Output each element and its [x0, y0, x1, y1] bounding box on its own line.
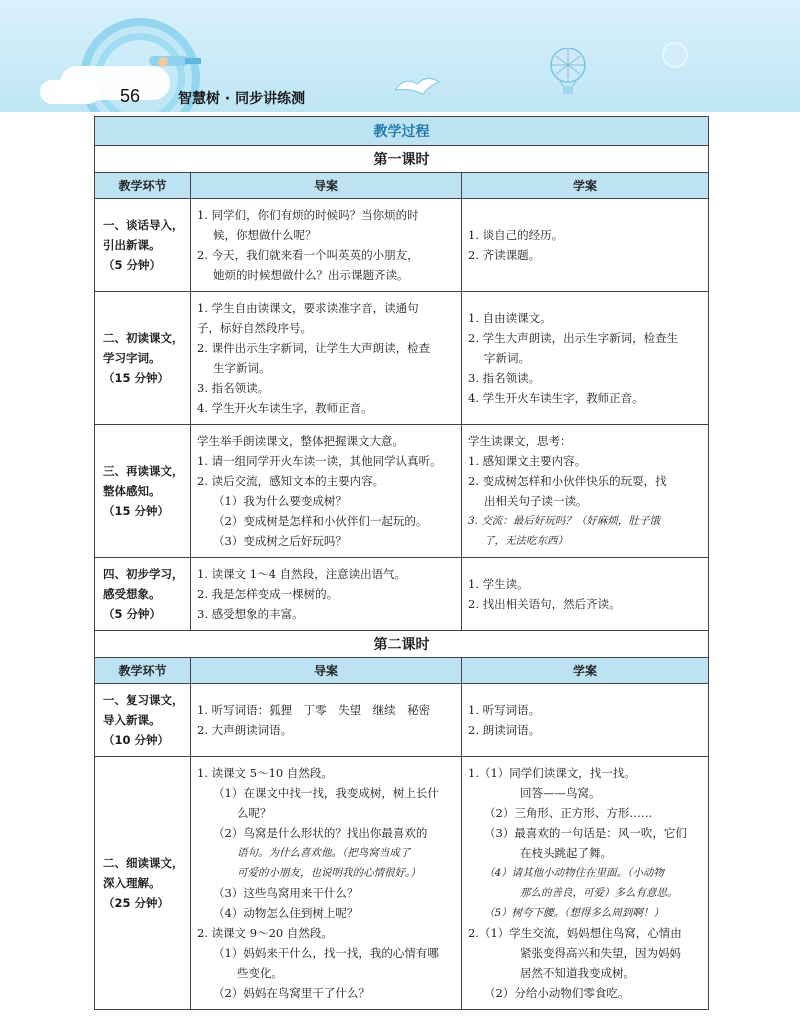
guide-cell — [191, 684, 462, 757]
table-row — [95, 558, 709, 631]
guide-line: 1. 同学们，你们有烦的时候吗？当你烦的时 — [197, 208, 419, 222]
guide-line: （4）动物怎么住到树上呢？ — [213, 906, 359, 920]
study-line: （5）树夸下腰。（想得多么周到啊！） — [484, 907, 664, 919]
stage-line: 感受想象。 — [103, 587, 161, 601]
study-line: 1. 听写词语。 — [468, 703, 541, 717]
study-line: 字新词。 — [484, 351, 530, 365]
lesson-plan-table — [94, 116, 709, 1010]
column-header: 导案 — [191, 173, 462, 199]
hot-air-balloon-illustration — [548, 48, 588, 96]
guide-line: （2）鸟窝是什么形状的？找出你最喜欢的 — [213, 826, 428, 840]
table-row — [95, 199, 709, 292]
study-line: 2. 学生大声朗读，出示生字新词，检查生 — [468, 331, 679, 345]
guide-cell — [191, 425, 462, 558]
sun-illustration — [662, 42, 688, 68]
stage-cell — [95, 292, 191, 425]
guide-cell — [191, 292, 462, 425]
study-line: 3. 指名领读。 — [468, 371, 541, 385]
kite-illustration — [145, 50, 205, 72]
study-cell — [462, 292, 709, 425]
guide-line: 2. 今天，我们就来看一个叫英英的小朋友， — [197, 248, 419, 262]
guide-line: 候，你想做什么呢？ — [213, 228, 317, 242]
table-row — [95, 684, 709, 757]
guide-line: 2. 课件出示生字新词，让学生大声朗读，检查 — [197, 341, 431, 355]
study-line: 2. 找出相关语句，然后齐读。 — [468, 597, 621, 611]
cloud-illustration — [40, 80, 100, 104]
guide-line: 1. 请一组同学开火车读一读，其他同学认真听。 — [197, 454, 442, 468]
guide-line: 2. 大声朗读词语。 — [197, 723, 293, 737]
guide-line: （1）我为什么要变成树？ — [213, 494, 347, 508]
column-header: 导案 — [191, 658, 462, 684]
stage-line: （5 分钟） — [103, 607, 162, 621]
guide-line: （3）变成树之后好玩吗？ — [213, 534, 347, 548]
stage-line: 导入新课。 — [103, 713, 161, 727]
guide-line: 语句。为什么喜欢他。（把鸟窝当成了 — [237, 847, 411, 859]
guide-line: 2. 读后交流，感知文本的主要内容。 — [197, 474, 385, 488]
stage-line: 一、复习课文， — [103, 693, 184, 707]
study-line: 1. 自由读课文。 — [468, 311, 552, 325]
study-line: （2）三角形、正方形、方形…… — [484, 806, 653, 820]
guide-cell — [191, 558, 462, 631]
guide-line: 3. 感受想象的丰富。 — [197, 607, 304, 621]
guide-line: 2. 读课文 9～20 自然段。 — [197, 926, 333, 940]
study-line: （3）最喜欢的一句话是：风一吹，它们 — [484, 826, 687, 840]
column-header: 学案 — [462, 173, 709, 199]
stage-line: 整体感知。 — [103, 484, 161, 498]
stage-line: 一、谈话导入， — [103, 218, 184, 232]
guide-line: 子，标好自然段序号。 — [197, 321, 312, 335]
guide-line: （2）变成树是怎样和小伙伴们一起玩的。 — [213, 514, 428, 528]
page-number: 56 — [120, 86, 141, 106]
study-line: 回答——鸟窝。 — [520, 786, 601, 800]
study-cell — [462, 757, 709, 1010]
book-title: 智慧树 · 同步讲练测 — [178, 91, 306, 107]
study-line: 2. 朗读词语。 — [468, 723, 541, 737]
guide-line: 1. 学生自由读课文，要求读准字音，读通句 — [197, 301, 419, 315]
study-line: 紧张变得高兴和失望，因为妈妈 — [520, 946, 681, 960]
session-title: 第二课时 — [95, 631, 709, 658]
stage-line: 三、再读课文， — [103, 464, 184, 478]
study-line: 学生读课文，思考： — [468, 434, 572, 448]
study-line: 3. 交流：最后好玩吗？（好麻烦，肚子饿 — [468, 515, 660, 527]
stage-line: 引出新课。 — [103, 238, 161, 252]
table-row — [95, 757, 709, 1010]
stage-line: 二、初读课文， — [103, 331, 184, 345]
stage-cell — [95, 757, 191, 1010]
study-line: 2. 变成树怎样和小伙伴快乐的玩耍，找 — [468, 474, 667, 488]
stage-line: （15 分钟） — [103, 371, 170, 385]
guide-line: 1. 读课文 1～4 自然段，注意读出语气。 — [197, 567, 407, 581]
guide-line: 些变化。 — [237, 966, 283, 980]
column-header: 教学环节 — [95, 658, 191, 684]
study-line: （2）分给小动物们零食吃。 — [484, 986, 630, 1000]
study-line: 那么的善良，可爱）多么有意思。 — [520, 887, 678, 899]
guide-line: 4. 学生开火车读生字，教师正音。 — [197, 401, 373, 415]
table-row — [95, 292, 709, 425]
guide-line: 3. 指名领读。 — [197, 381, 270, 395]
study-line: 在枝头跳起了舞。 — [520, 846, 612, 860]
guide-line: 1. 读课文 5～10 自然段。 — [197, 766, 333, 780]
stage-line: （10 分钟） — [103, 733, 170, 747]
guide-line: 学生举手朗读课文，整体把握课文大意。 — [197, 434, 404, 448]
table-title: 教学过程 — [95, 117, 709, 146]
column-header: 教学环节 — [95, 173, 191, 199]
stage-cell — [95, 558, 191, 631]
stage-line: （15 分钟） — [103, 504, 170, 518]
column-header: 学案 — [462, 658, 709, 684]
study-cell — [462, 558, 709, 631]
session-title: 第一课时 — [95, 146, 709, 173]
bird-illustration — [393, 72, 441, 98]
guide-cell — [191, 757, 462, 1010]
study-line: 2.（1）学生交流，妈妈想住鸟窝，心情由 — [468, 926, 682, 940]
stage-cell — [95, 425, 191, 558]
stage-line: 深入理解。 — [103, 876, 161, 890]
study-line: 4. 学生开火车读生字，教师正音。 — [468, 391, 644, 405]
stage-line: 学习字词。 — [103, 351, 161, 365]
stage-cell — [95, 684, 191, 757]
stage-line: （5 分钟） — [103, 258, 162, 272]
guide-line: （3）这些鸟窝用来干什么？ — [213, 886, 359, 900]
stage-line: 二、细读课文， — [103, 856, 184, 870]
study-line: 1. 感知课文主要内容。 — [468, 454, 587, 468]
guide-line: （2）妈妈在鸟窝里干了什么？ — [213, 986, 370, 1000]
table-row — [95, 425, 709, 558]
header-banner — [0, 0, 800, 112]
guide-line: 1. 听写词语：狐狸 丁零 失望 继续 秘密 — [197, 703, 431, 717]
study-line: 了，无法吃东西） — [484, 535, 568, 547]
stage-cell — [95, 199, 191, 292]
study-line: 1. 学生读。 — [468, 577, 529, 591]
guide-line: （1）在课文中找一找，我变成树，树上长什 — [213, 786, 439, 800]
guide-line: 可爱的小朋友，也说明我的心情很好。） — [237, 867, 421, 879]
guide-line: （1）妈妈来干什么，找一找，我的心情有哪 — [213, 946, 439, 960]
guide-line: 她烦的时候想做什么？出示课题齐读。 — [213, 268, 409, 282]
study-line: （4）请其他小动物住在里面。（小动物 — [484, 867, 664, 879]
study-line: 1.（1）同学们读课文，找一找。 — [468, 766, 636, 780]
stage-line: 四、初步学习， — [103, 567, 184, 581]
guide-line: 生字新词。 — [213, 361, 271, 375]
guide-line: 么呢？ — [237, 806, 272, 820]
guide-line: 2. 我是怎样变成一棵树的。 — [197, 587, 339, 601]
study-cell — [462, 425, 709, 558]
stage-line: （25 分钟） — [103, 896, 170, 910]
study-line: 居然不知道我变成树。 — [520, 966, 635, 980]
lesson-plan-container — [94, 116, 708, 1010]
study-line: 出相关句子读一读。 — [484, 494, 588, 508]
study-line: 1. 谈自己的经历。 — [468, 228, 564, 242]
study-line: 2. 齐读课题。 — [468, 248, 541, 262]
study-cell — [462, 199, 709, 292]
study-cell — [462, 684, 709, 757]
guide-cell — [191, 199, 462, 292]
